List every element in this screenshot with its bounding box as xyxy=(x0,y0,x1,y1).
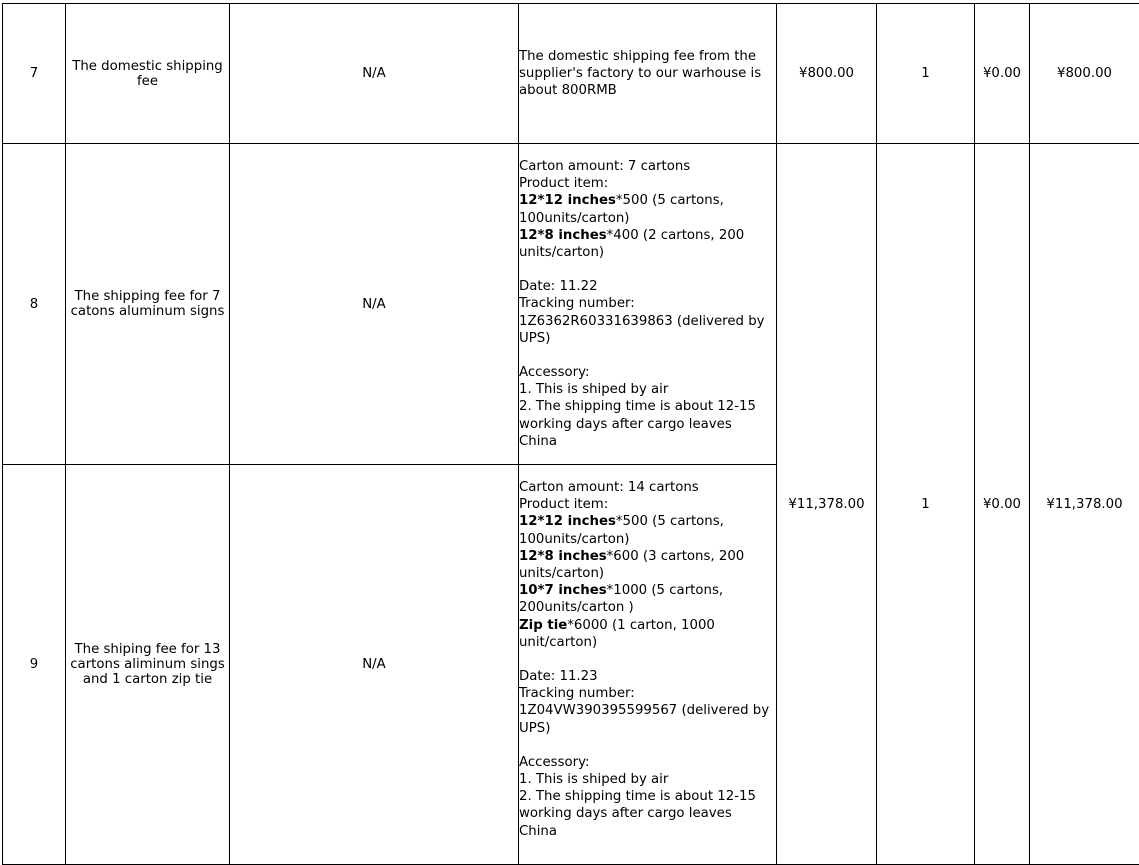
row-number: 7 xyxy=(3,4,66,144)
unit-price: ¥800.00 xyxy=(777,4,877,144)
unit-price: ¥11,378.00 xyxy=(777,144,877,865)
item-name: The shiping fee for 13 cartons aliminum sings and 1 carton zip tie xyxy=(66,465,230,865)
quantity: 1 xyxy=(877,4,975,144)
table-row xyxy=(3,144,1139,465)
item-name: The shipping fee for 7 catons aluminum signs xyxy=(66,144,230,465)
item-description: Carton amount: 14 cartons Product item: 12*12 inches*500 (5 cartons, 100units/carton) 12*8 inches*600 (3 cartons, 200 units/carton) 10*7 inches*1000 (5 cartons, 200units/carton ) Zip tie*6000 (1 carton, 1000 unit/carton) Date: 11.23 Tracking number: 1Z04VW390395599567 (delivered by UPS) Accessory: 1. This is shiped by air 2. The shipping time is about 12-15 working days after cargo leaves China xyxy=(519,465,777,865)
table-row xyxy=(3,4,1139,144)
item-name: The domestic shipping fee xyxy=(66,4,230,144)
row-number: 8 xyxy=(3,144,66,465)
line-total: ¥11,378.00 xyxy=(1030,144,1139,865)
item-spec: N/A xyxy=(230,144,519,465)
item-spec: N/A xyxy=(230,4,519,144)
item-description: The domestic shipping fee from the supplier's factory to our warhouse is about 800RMB xyxy=(519,4,777,144)
shipping-fee-table xyxy=(2,3,1139,865)
extra-fee: ¥0.00 xyxy=(975,4,1030,144)
line-total: ¥800.00 xyxy=(1030,4,1139,144)
item-description: Carton amount: 7 cartons Product item: 12*12 inches*500 (5 cartons, 100units/carton) 12*8 inches*400 (2 cartons, 200 units/carton) Date: 11.22 Tracking number: 1Z6362R60331639863 (delivered by UPS) Accessory: 1. This is shiped by air 2. The shipping time is about 12-15 working days after cargo leaves China xyxy=(519,144,777,465)
quantity: 1 xyxy=(877,144,975,865)
item-spec: N/A xyxy=(230,465,519,865)
row-number: 9 xyxy=(3,465,66,865)
extra-fee: ¥0.00 xyxy=(975,144,1030,865)
